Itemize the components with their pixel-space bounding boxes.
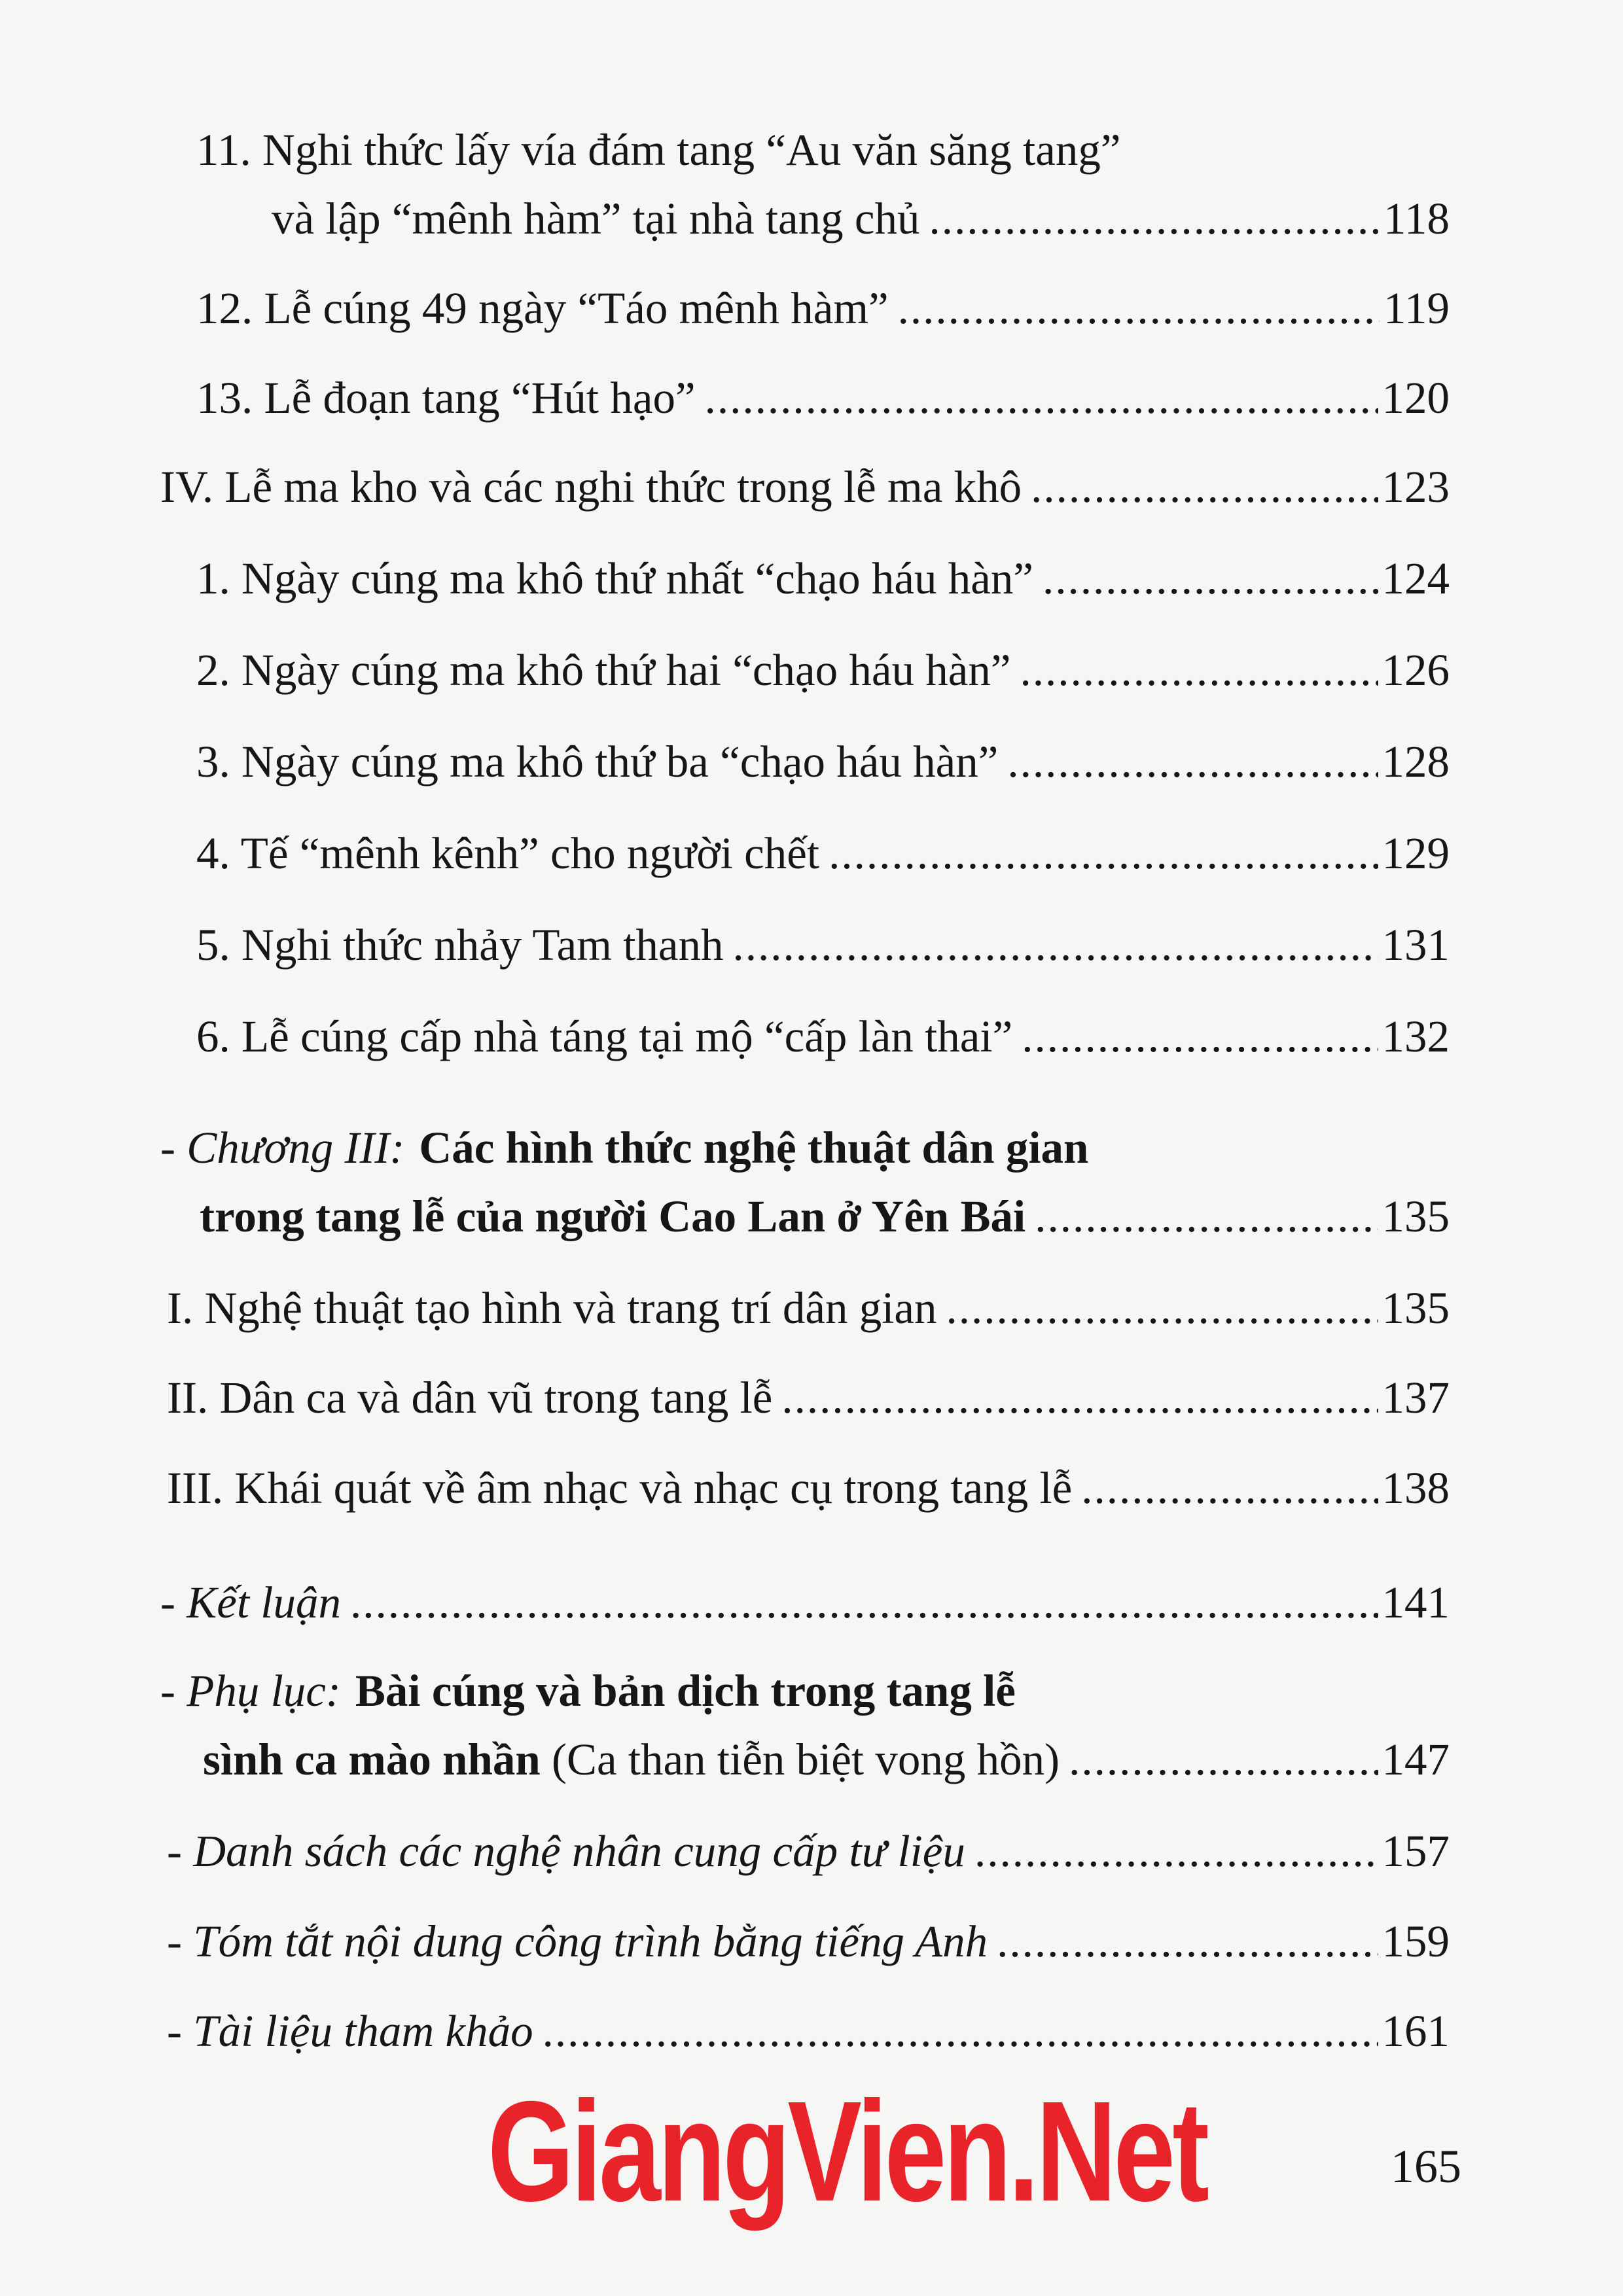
toc-page-number: 135	[1382, 1192, 1450, 1241]
toc-entry-text: - Tài liệu tham khảo	[167, 2006, 533, 2056]
toc-page-number: 135	[1382, 1283, 1450, 1333]
toc-entry-text: 3. Ngày cúng ma khô thứ ba “chạo háu hàn”	[196, 737, 999, 786]
toc-entry-11-line1	[196, 125, 1121, 175]
toc-artisans[interactable]	[167, 1826, 1450, 1876]
leader-dots	[1043, 556, 1378, 601]
toc-section-iv[interactable]	[160, 462, 1450, 512]
toc-appendix-title-rest: (Ca than tiễn biệt vong hồn)	[540, 1735, 1060, 1784]
leader-dots	[997, 1919, 1378, 1964]
toc-page-number: 159	[1382, 1916, 1450, 1966]
leader-dots	[1031, 465, 1378, 510]
toc-appendix-title-bold: sình ca mào nhần	[203, 1735, 541, 1784]
leader-dots	[1007, 739, 1378, 785]
toc-entry-text: 5. Nghi thức nhảy Tam thanh	[196, 920, 724, 970]
toc-entry-iv-5[interactable]	[196, 920, 1450, 970]
leader-dots	[733, 923, 1378, 968]
leader-dots	[705, 376, 1378, 421]
leader-dots	[1069, 1737, 1378, 1782]
toc-entry-text: II. Dân ca và dân vũ trong tang lễ	[167, 1373, 773, 1422]
page-number: 165	[1391, 2140, 1461, 2193]
toc-page-number: 141	[1382, 1578, 1450, 1627]
leader-dots	[1020, 648, 1378, 693]
toc-entry-11-line2[interactable]	[272, 196, 1450, 241]
toc-entry-12[interactable]	[196, 283, 1450, 333]
toc-page-number: 131	[1382, 920, 1450, 970]
toc-page-number: 137	[1382, 1373, 1450, 1422]
toc-entry-text: 12. Lễ cúng 49 ngày “Táo mênh hàm”	[196, 283, 889, 333]
leader-dots	[974, 1829, 1378, 1874]
watermark-logo: GiangVien.Net	[488, 2072, 1207, 2231]
toc-page-number: 123	[1382, 462, 1450, 512]
toc-conclusion[interactable]	[160, 1580, 1450, 1625]
toc-entry-iv-2[interactable]	[196, 645, 1450, 695]
toc-entry-iv-4[interactable]	[196, 828, 1450, 878]
toc-entry-text: I. Nghệ thuật tạo hình và trang trí dân gian	[167, 1283, 937, 1333]
toc-prefix: -	[160, 1666, 187, 1716]
toc-page-number: 124	[1382, 554, 1450, 603]
toc-page-number: 147	[1382, 1735, 1450, 1784]
leader-dots	[898, 286, 1380, 331]
toc-appendix-line2[interactable]	[203, 1737, 1450, 1782]
toc-page-number: 119	[1383, 283, 1450, 333]
toc-entry-text: - Tóm tắt nội dung công trình bằng tiếng Anh	[167, 1916, 988, 1966]
leader-dots	[543, 2009, 1378, 2054]
toc-entry-text: 4. Tế “mênh kênh” cho người chết	[196, 828, 820, 878]
toc-entry-text: 2. Ngày cúng ma khô thứ hai “chạo háu hàn”	[196, 645, 1011, 695]
toc-entry-text: IV. Lễ ma kho và các nghi thức trong lễ ma khô	[160, 462, 1022, 512]
toc-chapter-prefix: -	[160, 1123, 187, 1173]
toc-entry-text: III. Khái quát về âm nhạc và nhạc cụ trong tang lễ	[167, 1463, 1073, 1513]
toc-entry-text: 6. Lễ cúng cấp nhà táng tại mộ “cấp làn thai”	[196, 1012, 1013, 1061]
toc-entry-text: - Danh sách các nghệ nhân cung cấp tư liệu	[167, 1826, 965, 1876]
toc-chapter-3-section-i[interactable]	[167, 1283, 1450, 1333]
leader-dots	[946, 1286, 1378, 1331]
leader-dots	[829, 831, 1378, 876]
toc-chapter-label: Chương III:	[187, 1123, 405, 1173]
toc-entry-text: 13. Lễ đoạn tang “Hút hạo”	[196, 373, 696, 423]
toc-page-number: 129	[1382, 828, 1450, 878]
toc-chapter-3-section-ii[interactable]	[167, 1375, 1450, 1421]
toc-prefix: -	[160, 1578, 187, 1627]
toc-page-number: 132	[1382, 1012, 1450, 1061]
toc-page-number: 120	[1382, 373, 1450, 423]
leader-dots	[1081, 1466, 1378, 1511]
toc-page-number: 118	[1383, 194, 1450, 243]
toc-entry-iv-1[interactable]	[196, 556, 1450, 601]
toc-appendix-title: Bài cúng và bản dịch trong tang lễ	[355, 1666, 1016, 1716]
toc-page-number: 126	[1382, 645, 1450, 695]
toc-entry-text: 1. Ngày cúng ma khô thứ nhất “chạo háu hàn”	[196, 554, 1033, 603]
leader-dots	[1022, 1014, 1378, 1059]
leader-dots	[1035, 1194, 1378, 1239]
toc-entry-13[interactable]	[196, 373, 1450, 423]
toc-appendix-line1[interactable]	[160, 1666, 1016, 1716]
leader-dots	[781, 1375, 1378, 1421]
toc-chapter-3-section-iii[interactable]	[167, 1463, 1450, 1513]
toc-entry-text: 11. Nghi thức lấy vía đám tang “Au văn săng tang”	[196, 125, 1121, 175]
leader-dots	[929, 196, 1380, 241]
toc-page-number: 138	[1382, 1463, 1450, 1513]
toc-entry-iv-3[interactable]	[196, 739, 1450, 785]
toc-chapter-3-line2[interactable]	[200, 1194, 1450, 1239]
toc-entry-iv-6[interactable]	[196, 1014, 1450, 1059]
toc-references[interactable]	[167, 2006, 1450, 2056]
leader-dots	[350, 1580, 1378, 1625]
toc-chapter-title: Các hình thức nghệ thuật dân gian	[419, 1123, 1089, 1173]
toc-page-number: 128	[1382, 737, 1450, 786]
toc-chapter-title-cont: trong tang lễ của người Cao Lan ở Yên Bái	[200, 1192, 1026, 1241]
toc-page-number: 157	[1382, 1826, 1450, 1876]
toc-appendix-label: Phụ lục:	[187, 1666, 341, 1716]
toc-entry-text: Kết luận	[187, 1578, 341, 1627]
toc-entry-text: và lập “mênh hàm” tại nhà tang chủ	[272, 194, 920, 243]
toc-chapter-3-line1[interactable]	[160, 1125, 1088, 1171]
toc-english-summary[interactable]	[167, 1916, 1450, 1966]
toc-page-number: 161	[1382, 2006, 1450, 2056]
